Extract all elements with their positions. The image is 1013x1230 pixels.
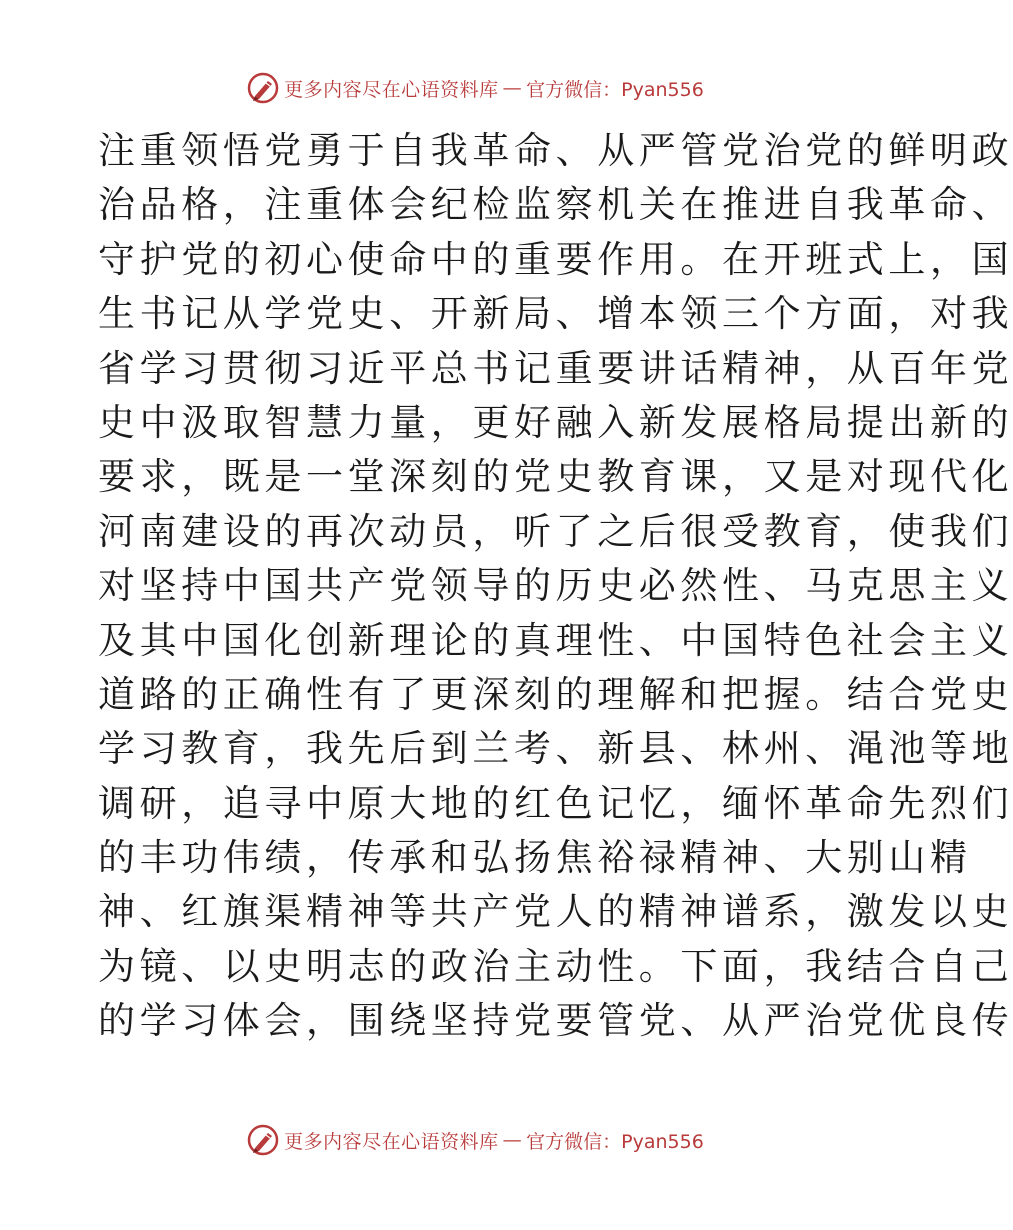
text-line: 生书记从学党史、开新局、增本领三个方面，对我 — [98, 292, 1013, 336]
banner-wechat: 官方微信：Pyan556 — [526, 78, 704, 101]
text-line: 守护党的初心使命中的重要作用。在开班式上，国 — [98, 237, 1013, 281]
banner-title: 更多内容尽在心语资料库 — [284, 78, 499, 101]
banner-wechat: 官方微信：Pyan556 — [526, 1130, 704, 1153]
red-pen-logo-icon — [246, 71, 280, 105]
text-line: 省学习贯彻习近平总书记重要讲话精神，从百年党 — [98, 346, 1013, 390]
text-line: 及其中国化创新理论的真理性、中国特色社会主义 — [98, 618, 1013, 662]
text-line: 道路的正确性有了更深刻的理解和把握。结合党史 — [98, 672, 1013, 716]
banner-dash: — — [502, 77, 523, 99]
text-line: 治品格，注重体会纪检监察机关在推进自我革命、 — [98, 183, 1013, 227]
text-line: 学习教育，我先后到兰考、新县、林州、渑池等地 — [98, 727, 1013, 771]
footer-banner — [0, 1120, 950, 1160]
text-line: 河南建设的再次动员，听了之后很受教育，使我们 — [98, 509, 1013, 553]
text-line: 的学习体会，围绕坚持党要管党、从严治党优良传 — [98, 999, 1013, 1043]
banner-dash: — — [502, 1129, 523, 1151]
document-body — [98, 124, 1013, 1049]
red-pen-logo-icon — [246, 1123, 280, 1157]
text-line: 为镜、以史明志的政治主动性。下面，我结合自己 — [98, 944, 1013, 988]
header-banner — [0, 68, 950, 108]
text-line: 史中汲取智慧力量，更好融入新发展格局提出新的 — [98, 400, 1013, 444]
text-line: 的丰功伟绩，传承和弘扬焦裕禄精神、大别山精 — [98, 836, 972, 880]
text-line: 神、红旗渠精神等共产党人的精神谱系，激发以史 — [98, 890, 1013, 934]
banner-title: 更多内容尽在心语资料库 — [284, 1130, 499, 1153]
text-line: 对坚持中国共产党领导的历史必然性、马克思主义 — [98, 564, 1013, 608]
text-line: 注重领悟党勇于自我革命、从严管党治党的鲜明政 — [98, 129, 1013, 172]
text-line: 要求，既是一堂深刻的党史教育课，又是对现代化 — [98, 455, 1013, 499]
text-line: 调研，追寻中原大地的红色记忆，缅怀革命先烈们 — [98, 781, 1013, 825]
